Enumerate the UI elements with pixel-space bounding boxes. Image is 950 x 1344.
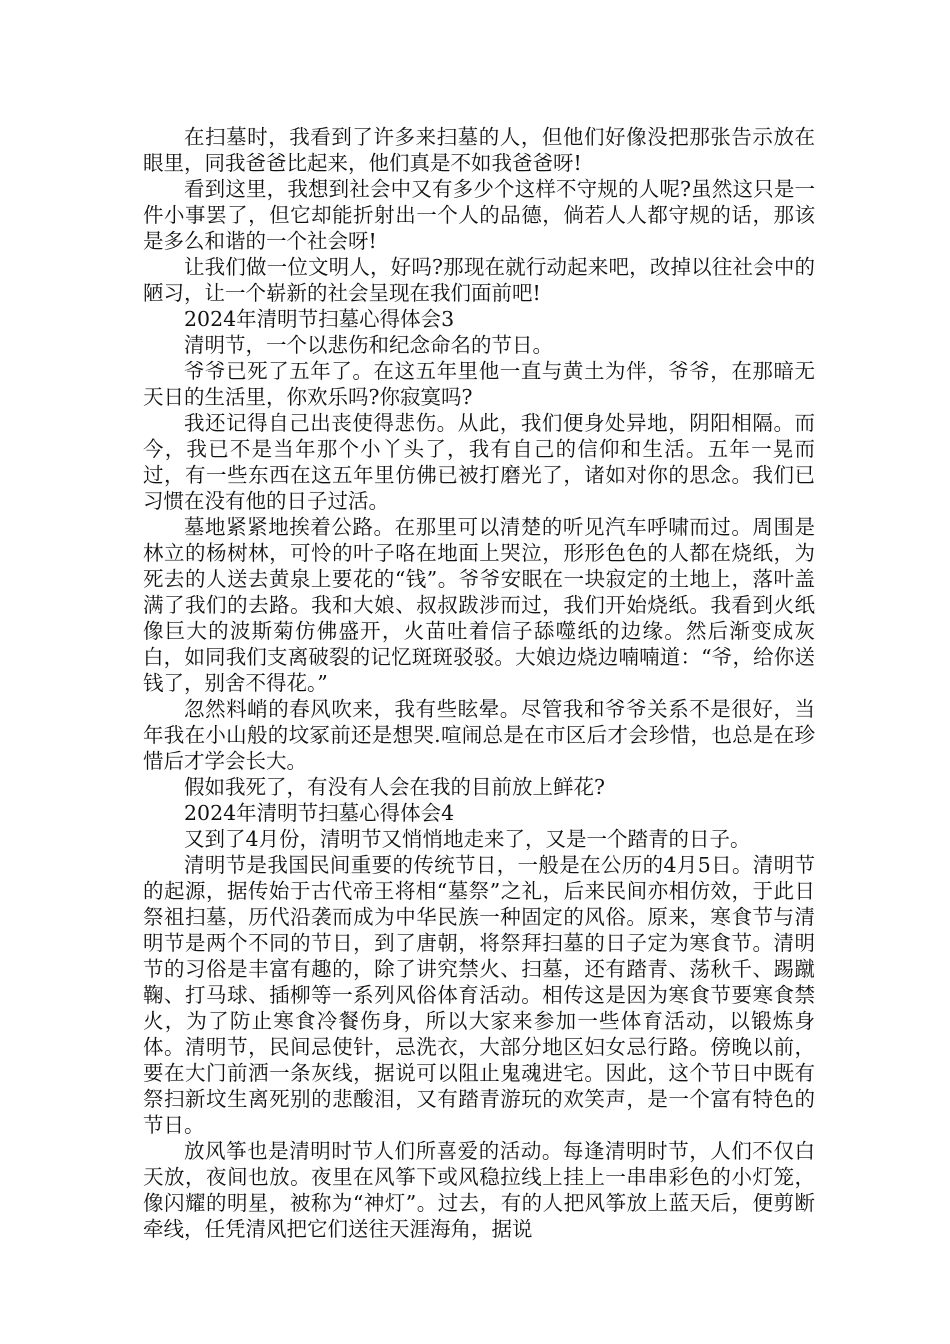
paragraph-2: 看到这里，我想到社会中又有多少个这样不守规的人呢?虽然这只是一件小事罢了，但它却能折射出一个人的品德，倘若人人都守规的话，那该是多么和谐的一个社会呀! — [143, 177, 815, 253]
paragraph-9: 假如我死了，有没有人会在我的目前放上鲜花? — [184, 775, 605, 799]
paragraph-6: 我还记得自己出丧使得悲伤。从此，我们便身处异地，阴阳相隔。而今，我已不是当年那个小丫头了，我有自己的信仰和生活。五年一晃而过，有一些东西在这五年里仿佛已被打磨光了，诸如对你的思念。我们已习惯在没有他的日子过活。 — [143, 411, 815, 513]
paragraph-4: 清明节，一个以悲伤和纪念命名的节日。 — [184, 333, 553, 357]
paragraph-5: 爷爷已死了五年了。在这五年里他一直与黄土为伴，爷爷，在那暗无天日的生活里，你欢乐吗?你寂寞吗? — [143, 359, 815, 409]
paragraph-11: 清明节是我国民间重要的传统节日，一般是在公历的4月5日。清明节的起源，据传始于古代帝王将相“墓祭”之礼，后来民间亦相仿效，于此日祭祖扫墓，历代沿袭而成为中华民族一种固定的风俗。原来，寒食节与清明节是两个不同的节日，到了唐朝，将祭拜扫墓的日子定为寒食节。清明节的习俗是丰富有趣的，除了讲究禁火、扫墓，还有踏青、荡秋千、踢蹴鞠、打马球、插柳等一系列风俗体育活动。相传这是因为寒食节要寒食禁火，为了防止寒食冷餐伤身，所以大家来参加一些体育活动，以锻炼身体。清明节，民间忌使针，忌洗衣，大部分地区妇女忌行路。傍晚以前，要在大门前洒一条灰线，据说可以阻止鬼魂进宅。因此，这个节日中既有祭扫新坟生离死别的悲酸泪，又有踏青游玩的欢笑声，是一个富有特色的节日。 — [143, 853, 815, 1137]
paragraph-1: 在扫墓时，我看到了许多来扫墓的人，但他们好像没把那张告示放在眼里，同我爸爸比起来，他们真是不如我爸爸呀! — [143, 125, 815, 175]
paragraph-3: 让我们做一位文明人，好吗?那现在就行动起来吧，改掉以往社会中的陋习，让一个崭新的社会呈现在我们面前吧! — [143, 255, 815, 305]
section-heading-3: 2024年清明节扫墓心得体会3 — [184, 307, 455, 331]
paragraph-7: 墓地紧紧地挨着公路。在那里可以清楚的听见汽车呼啸而过。周围是林立的杨树林，可怜的叶子咯在地面上哭泣，形形色色的人都在烧纸，为死去的人送去黄泉上要花的“钱”。爷爷安眠在一块寂定的土地上，落叶盖满了我们的去路。我和大娘、叔叔跋涉而过，我们开始烧纸。我看到火纸像巨大的波斯菊仿佛盛开，火苗吐着信子舔噬纸的边缘。然后渐变成灰白，如同我们支离破裂的记忆斑斑驳驳。大娘边烧边喃喃道：“爷，给你送钱了，别舍不得花。” — [143, 515, 815, 695]
paragraph-8: 忽然料峭的春风吹来，我有些眩晕。尽管我和爷爷关系不是很好，当年我在小山般的坟冢前还是想哭.喧闹总是在市区后才会珍惜，也总是在珍惜后才学会长大。 — [143, 697, 815, 773]
document-body — [143, 124, 815, 1242]
paragraph-12: 放风筝也是清明时节人们所喜爱的活动。每逢清明时节，人们不仅白天放，夜间也放。夜里在风筝下或风稳拉线上挂上一串串彩色的小灯笼，像闪耀的明星，被称为“神灯”。过去，有的人把风筝放上蓝天后，便剪断牵线，任凭清风把它们送往天涯海角，据说 — [143, 1139, 815, 1241]
section-heading-4: 2024年清明节扫墓心得体会4 — [184, 801, 455, 825]
paragraph-10: 又到了4月份，清明节又悄悄地走来了，又是一个踏青的日子。 — [184, 827, 751, 851]
